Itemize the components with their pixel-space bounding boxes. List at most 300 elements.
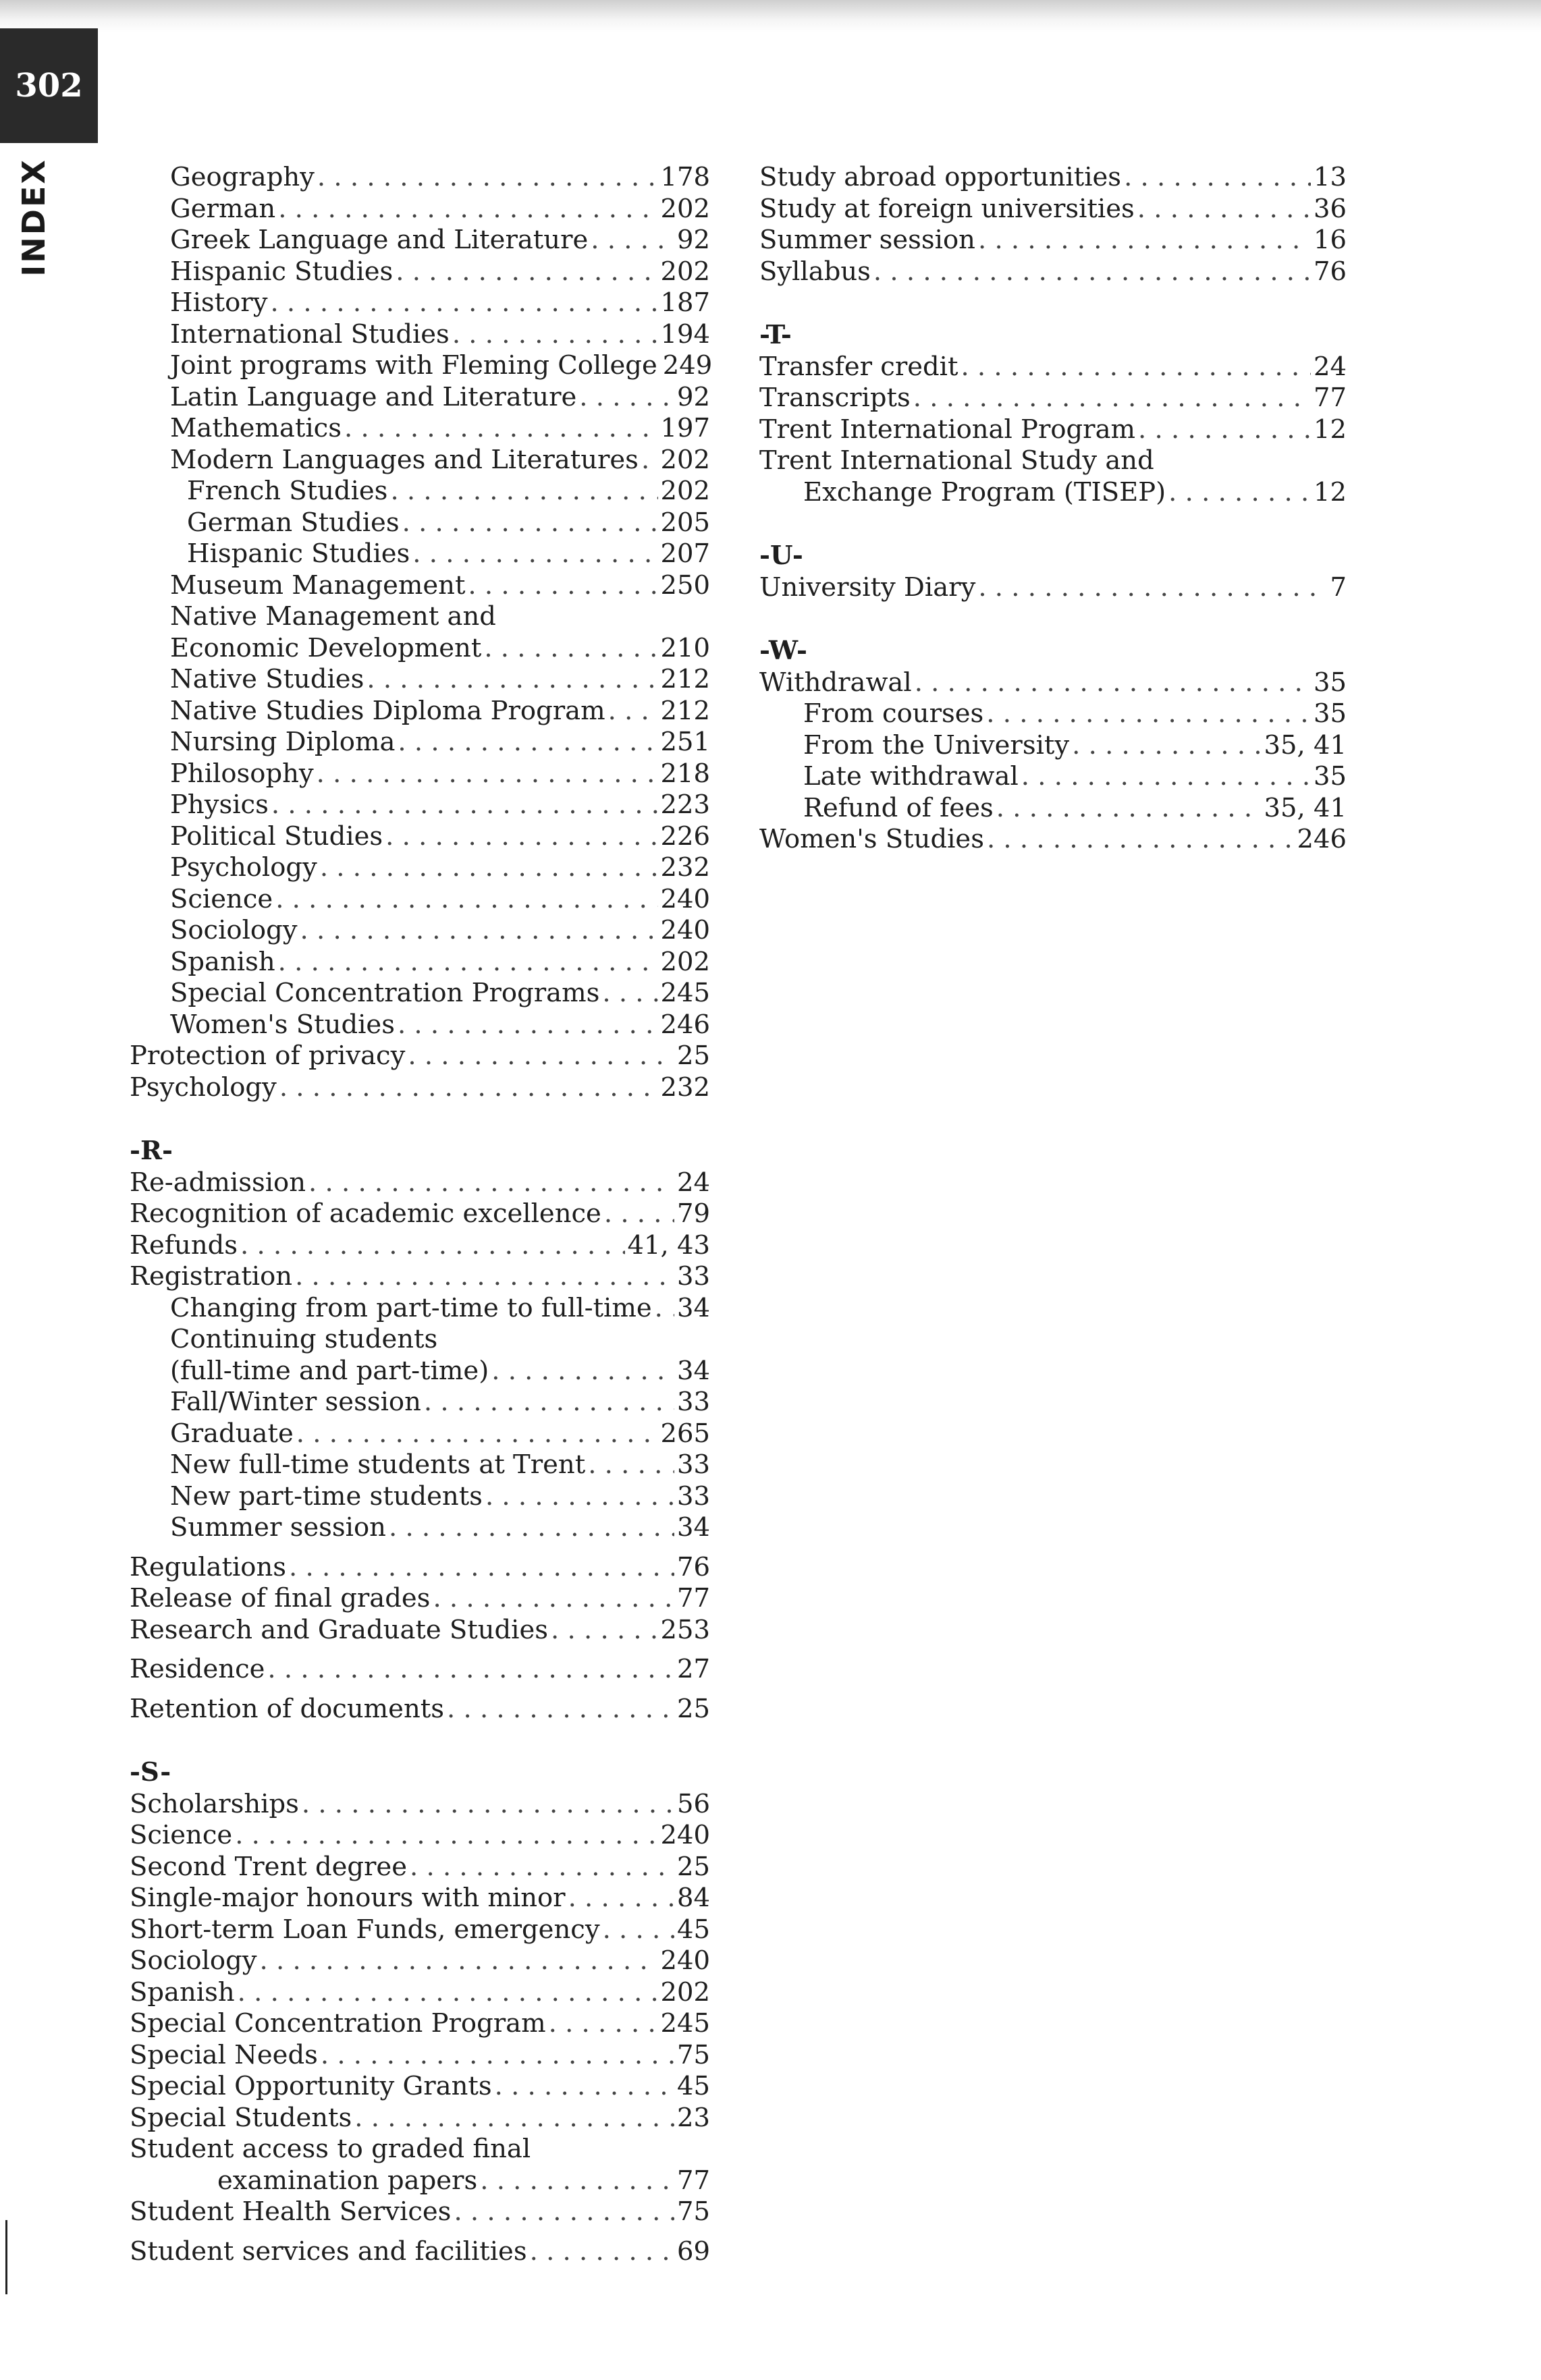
entry-page-ref: 7 — [1330, 572, 1347, 603]
dot-leader — [454, 2196, 674, 2228]
index-entry — [130, 1945, 710, 1977]
index-subentry — [130, 664, 710, 696]
entry-page-ref: 77 — [677, 1583, 710, 1613]
entry-page-ref: 35, 41 — [1264, 792, 1347, 823]
index-entry — [759, 194, 1347, 225]
entry-page-ref: 240 — [660, 915, 710, 945]
entry-page-ref: 265 — [660, 1418, 710, 1449]
index-entry — [130, 1883, 710, 1914]
entry-page-ref: 92 — [677, 381, 710, 412]
entry-term: Hispanic Studies — [170, 256, 394, 287]
entry-term: German — [170, 193, 276, 224]
entry-term: Psychology — [130, 1072, 277, 1103]
entry-term: Spanish — [170, 946, 275, 977]
index-entry — [130, 1552, 710, 1584]
index-entry — [759, 256, 1347, 288]
index-subentry — [130, 538, 710, 570]
entry-page-ref: 77 — [677, 2165, 710, 2196]
entry-page-ref: 187 — [660, 287, 710, 318]
entry-page-ref: 240 — [660, 883, 710, 914]
dot-leader — [915, 667, 1311, 699]
entry-term: Special Students — [130, 2102, 352, 2133]
entry-term: Scholarships — [130, 1788, 299, 1819]
index-subentry — [130, 1449, 710, 1481]
entry-page-ref: 226 — [660, 821, 710, 852]
entry-page-ref: 35, 41 — [1264, 729, 1347, 760]
dot-leader — [235, 1820, 657, 1852]
entry-term: German Studies — [187, 507, 400, 538]
dot-leader — [354, 2103, 674, 2134]
entry-page-ref: 232 — [660, 852, 710, 883]
entry-term: Philosophy — [170, 758, 314, 789]
entry-term: (full-time and part-time) — [170, 1355, 489, 1386]
index-subentry — [759, 698, 1347, 730]
dot-leader — [978, 572, 1327, 604]
dot-leader — [480, 2165, 674, 2197]
index-subentry — [130, 507, 710, 539]
index-subentry — [130, 978, 710, 1009]
index-subentry — [130, 1009, 710, 1041]
index-subentry — [759, 730, 1347, 762]
entry-term: Graduate — [170, 1418, 294, 1449]
index-subentry — [759, 761, 1347, 793]
dot-leader — [873, 256, 1311, 288]
index-entry — [759, 572, 1347, 604]
dot-leader — [260, 1945, 658, 1977]
index-subentry — [130, 350, 713, 382]
entry-term: Short-term Loan Funds, emergency — [130, 1914, 600, 1945]
dot-leader — [530, 2236, 674, 2268]
index-entry — [130, 1261, 710, 1293]
entry-term: Changing from part-time to full-time — [170, 1292, 652, 1323]
entry-term: Greek Language and Literature — [170, 225, 589, 255]
entry-page-ref: 245 — [660, 978, 710, 1008]
entry-page-ref: 34 — [677, 1292, 710, 1323]
entry-page-ref: 223 — [660, 790, 710, 820]
entry-term: Re-admission — [130, 1167, 306, 1198]
index-subentry — [130, 790, 710, 821]
section-spacer — [130, 1103, 710, 1136]
dot-leader — [986, 698, 1311, 730]
entry-term: History — [170, 287, 268, 318]
entry-term: Economic Development — [170, 632, 482, 663]
dot-leader — [279, 1072, 658, 1104]
entry-page-ref: 76 — [1314, 256, 1347, 287]
dot-leader — [495, 2071, 674, 2103]
entry-page-ref: 202 — [660, 193, 710, 224]
dot-leader — [433, 1583, 674, 1615]
dot-leader — [344, 413, 658, 445]
dot-leader — [1021, 761, 1311, 793]
index-subentry — [130, 758, 710, 790]
entry-page-ref: 202 — [660, 444, 710, 475]
entry-term: Geography — [170, 162, 315, 192]
dot-leader — [987, 824, 1295, 856]
index-subentry — [130, 884, 710, 916]
index-subentry — [130, 2165, 710, 2197]
dot-leader — [412, 538, 657, 570]
entry-term: From the University — [803, 729, 1070, 760]
dot-leader — [604, 1198, 674, 1230]
entry-term: Women's Studies — [759, 824, 984, 854]
index-entry — [759, 162, 1347, 194]
section-tab — [0, 150, 67, 285]
entry-term: Native Studies Diploma Program — [170, 695, 605, 726]
section-spacer — [130, 1686, 710, 1694]
index-entry-line: Student access to graded final — [130, 2134, 531, 2164]
index-entry — [130, 1694, 710, 1725]
entry-term: Mathematics — [170, 413, 342, 443]
entry-term: From courses — [803, 698, 984, 729]
index-entry — [130, 2040, 710, 2072]
index-letter-heading: -S- — [130, 1757, 171, 1788]
index-subentry — [759, 477, 1347, 509]
entry-term: Transcripts — [759, 383, 911, 413]
dot-leader — [491, 1356, 674, 1387]
dot-leader — [1072, 730, 1261, 762]
section-spacer — [759, 287, 1347, 320]
entry-page-ref: 253 — [660, 1614, 710, 1645]
entry-page-ref: 12 — [1314, 476, 1347, 507]
entry-page-ref: 41, 43 — [627, 1229, 710, 1261]
entry-page-ref: 33 — [677, 1449, 710, 1480]
dot-leader — [579, 382, 674, 414]
entry-term: Residence — [130, 1654, 265, 1684]
entry-page-ref: 202 — [660, 256, 710, 287]
dot-leader — [296, 1418, 658, 1450]
index-subentry — [130, 162, 710, 194]
entry-page-ref: 35 — [1314, 698, 1347, 729]
index-subentry — [130, 852, 710, 884]
entry-page-ref: 36 — [1314, 193, 1347, 224]
entry-term: Museum Management — [170, 570, 466, 601]
binding-edge-mark — [5, 2220, 7, 2294]
dot-leader — [389, 1512, 674, 1544]
index-entry — [130, 2008, 710, 2040]
entry-term: Spanish — [130, 1976, 235, 2008]
index-entry — [759, 824, 1347, 856]
entry-page-ref: 45 — [677, 1914, 710, 1945]
entry-page-ref: 194 — [660, 319, 710, 350]
entry-page-ref: 24 — [677, 1167, 710, 1198]
entry-term: Study abroad opportunities — [759, 162, 1122, 192]
dot-leader — [1137, 194, 1311, 225]
entry-term: Summer session — [170, 1512, 386, 1543]
entry-page-ref: 25 — [677, 1851, 710, 1882]
entry-page-ref: 12 — [1314, 414, 1347, 445]
entry-page-ref: 27 — [677, 1654, 710, 1684]
index-entry — [130, 1583, 710, 1615]
entry-page-ref: 33 — [677, 1480, 710, 1512]
entry-page-ref: 35 — [1314, 667, 1347, 698]
section-spacer — [130, 1544, 710, 1552]
entry-term: Transfer credit — [759, 351, 958, 382]
entry-term: International Studies — [170, 319, 450, 350]
entry-page-ref: 197 — [660, 413, 710, 443]
entry-term: Summer session — [759, 225, 975, 255]
dot-leader — [913, 383, 1311, 414]
index-entry — [130, 1041, 710, 1072]
index-entry — [759, 225, 1347, 256]
entry-page-ref: 249 — [662, 350, 713, 381]
index-subentry — [130, 382, 710, 414]
entry-term: examination papers — [217, 2165, 478, 2196]
entry-term: Protection of privacy — [130, 1041, 406, 1071]
entry-page-ref: 202 — [660, 1976, 710, 2008]
index-entry — [130, 1615, 710, 1646]
dot-leader — [321, 2040, 674, 2072]
dot-leader — [302, 1789, 674, 1821]
entry-page-ref: 69 — [677, 2236, 710, 2267]
entry-page-ref: 240 — [660, 1945, 710, 1976]
index-subentry — [130, 696, 710, 727]
entry-term: Psychology — [170, 852, 317, 883]
entry-term: Refunds — [130, 1229, 238, 1261]
index-entry-line: Trent International Study and — [759, 445, 1154, 476]
entry-term: Latin Language and Literature — [170, 381, 577, 412]
entry-page-ref: 33 — [677, 1387, 710, 1417]
page-number: 302 — [15, 67, 83, 105]
dot-leader — [608, 696, 658, 727]
entry-term: Release of final grades — [130, 1583, 431, 1613]
dot-leader — [641, 445, 658, 476]
entry-term: Exchange Program (TISEP) — [803, 476, 1166, 507]
entry-term: Fall/Winter session — [170, 1387, 421, 1417]
index-subentry — [130, 1512, 710, 1544]
entry-term: Special Concentration Program — [130, 2008, 546, 2039]
dot-leader — [551, 1615, 657, 1646]
dot-leader — [240, 1230, 625, 1262]
index-entry — [759, 667, 1347, 699]
dot-leader — [267, 1654, 674, 1686]
index-letter-heading: -R- — [130, 1136, 173, 1166]
index-subentry — [130, 570, 710, 602]
dot-leader — [289, 1552, 674, 1584]
section-spacer — [130, 2228, 710, 2236]
index-entry — [130, 1820, 710, 1852]
dot-leader — [410, 1852, 674, 1883]
entry-page-ref: 210 — [660, 632, 710, 663]
dot-leader — [1138, 414, 1311, 446]
entry-term: Hispanic Studies — [187, 538, 410, 569]
entry-term: Refund of fees — [803, 792, 994, 823]
section-spacer — [759, 603, 1347, 636]
entry-page-ref: 205 — [660, 507, 710, 538]
index-entry — [130, 1914, 710, 1946]
dot-leader — [402, 507, 658, 539]
index-entry — [130, 1230, 710, 1262]
scan-top-shadow — [0, 0, 1541, 32]
index-entry — [130, 1167, 710, 1199]
index-entry — [130, 1072, 710, 1104]
index-entry-line: Native Management and — [170, 601, 496, 632]
dot-leader — [655, 1293, 674, 1325]
entry-term: Sociology — [130, 1945, 257, 1976]
dot-leader — [1168, 477, 1311, 509]
entry-page-ref: 56 — [677, 1788, 710, 1819]
index-column-right — [759, 162, 1347, 856]
index-subentry — [130, 1481, 710, 1513]
entry-term: Single-major honours with minor — [130, 1883, 566, 1913]
dot-leader — [978, 225, 1311, 256]
index-entry — [130, 2196, 710, 2228]
dot-leader — [588, 1449, 674, 1481]
entry-page-ref: 232 — [660, 1072, 710, 1103]
entry-term: Native Studies — [170, 664, 364, 694]
entry-page-ref: 246 — [1297, 824, 1347, 854]
entry-page-ref: 92 — [677, 225, 710, 255]
dot-leader — [385, 821, 657, 853]
entry-term: Syllabus — [759, 256, 871, 287]
entry-page-ref: 178 — [660, 162, 710, 192]
dot-leader — [485, 1481, 674, 1513]
index-subentry — [130, 633, 710, 665]
entry-term: Withdrawal — [759, 667, 912, 698]
index-entry — [130, 1852, 710, 1883]
index-subentry — [130, 1418, 710, 1450]
entry-page-ref: 25 — [677, 1693, 710, 1724]
entry-page-ref: 245 — [660, 2008, 710, 2039]
index-subentry — [130, 915, 710, 947]
index-subentry — [130, 727, 710, 758]
dot-leader — [317, 162, 658, 194]
entry-page-ref: 212 — [660, 664, 710, 694]
entry-term: Political Studies — [170, 821, 383, 852]
index-subentry — [130, 256, 710, 288]
dot-leader — [300, 915, 658, 947]
index-subentry — [130, 287, 710, 319]
dot-leader — [308, 1167, 674, 1199]
dot-leader — [278, 194, 657, 225]
entry-page-ref: 75 — [677, 2196, 710, 2227]
section-spacer — [130, 1725, 710, 1757]
page-number-tab — [0, 28, 98, 143]
entry-term: Joint programs with Fleming College — [170, 350, 657, 381]
dot-leader — [996, 793, 1262, 825]
index-entry — [759, 383, 1347, 414]
entry-term: Research and Graduate Studies — [130, 1614, 549, 1645]
dot-leader — [424, 1387, 674, 1418]
dot-leader — [270, 287, 657, 319]
entry-term: Student services and facilities — [130, 2236, 527, 2267]
entry-term: University Diary — [759, 572, 976, 603]
entry-page-ref: 33 — [677, 1261, 710, 1292]
entry-term: Special Needs — [130, 2039, 318, 2070]
dot-leader — [568, 1883, 674, 1914]
entry-term: Second Trent degree — [130, 1851, 407, 1882]
index-subentry — [130, 413, 710, 445]
index-subentry — [130, 225, 710, 256]
entry-page-ref: 34 — [677, 1355, 710, 1386]
section-spacer — [130, 1646, 710, 1654]
entry-page-ref: 75 — [677, 2039, 710, 2070]
index-subentry — [130, 947, 710, 978]
dot-leader — [367, 664, 657, 696]
dot-leader — [484, 633, 657, 665]
index-letter-heading: -W- — [759, 636, 807, 666]
entry-page-ref: 250 — [660, 570, 710, 601]
dot-leader — [390, 476, 657, 507]
entry-page-ref: 16 — [1314, 225, 1347, 255]
entry-term: Science — [170, 883, 273, 914]
dot-leader — [452, 319, 658, 351]
section-spacer — [759, 508, 1347, 541]
index-subentry — [130, 319, 710, 351]
index-subentry — [130, 445, 710, 476]
dot-leader — [603, 1914, 674, 1946]
entry-page-ref: 212 — [660, 695, 710, 726]
entry-term: Registration — [130, 1261, 293, 1292]
index-entry — [130, 2236, 710, 2268]
dot-leader — [396, 256, 657, 288]
entry-term: Science — [130, 1820, 233, 1850]
entry-page-ref: 202 — [660, 476, 710, 506]
index-subentry — [130, 1293, 710, 1325]
entry-page-ref: 251 — [660, 727, 710, 757]
dot-leader — [271, 790, 658, 821]
index-letter-heading: -T- — [759, 320, 792, 350]
dot-leader — [447, 1694, 674, 1725]
entry-page-ref: 76 — [677, 1551, 710, 1582]
entry-page-ref: 13 — [1314, 162, 1347, 192]
entry-page-ref: 218 — [660, 758, 710, 789]
index-entry — [130, 1977, 710, 2009]
entry-term: New full-time students at Trent — [170, 1449, 586, 1480]
dot-leader — [549, 2008, 658, 2040]
dot-leader — [238, 1977, 658, 2009]
entry-page-ref: 34 — [677, 1512, 710, 1543]
index-column-left — [130, 162, 713, 2267]
section-label: INDEX — [16, 158, 52, 277]
dot-leader — [295, 1261, 674, 1293]
index-entry — [130, 2071, 710, 2103]
entry-term: Nursing Diploma — [170, 727, 396, 757]
entry-term: French Studies — [187, 476, 388, 506]
index-subentry — [130, 1387, 710, 1418]
index-entry-line: Continuing students — [170, 1324, 438, 1354]
dot-leader — [408, 1041, 674, 1072]
dot-leader — [278, 947, 658, 978]
entry-term: Special Concentration Programs — [170, 978, 600, 1008]
entry-term: Special Opportunity Grants — [130, 2071, 492, 2101]
dot-leader — [317, 758, 658, 790]
index-subentry — [130, 821, 710, 853]
dot-leader — [602, 978, 657, 1009]
dot-leader — [275, 884, 657, 916]
dot-leader — [468, 570, 657, 602]
entry-page-ref: 24 — [1314, 351, 1347, 382]
index-subentry — [130, 194, 710, 225]
dot-leader — [961, 352, 1311, 383]
entry-page-ref: 35 — [1314, 761, 1347, 792]
entry-page-ref: 240 — [660, 1820, 710, 1850]
entry-page-ref: 207 — [660, 538, 710, 569]
entry-term: Modern Languages and Literatures — [170, 444, 639, 475]
dot-leader — [1124, 162, 1311, 194]
entry-term: Trent International Program — [759, 414, 1136, 445]
entry-term: Women's Studies — [170, 1009, 395, 1040]
entry-term: Retention of documents — [130, 1693, 444, 1724]
index-entry — [130, 1789, 710, 1821]
entry-page-ref: 246 — [660, 1009, 710, 1040]
entry-term: Physics — [170, 790, 269, 820]
dot-leader — [320, 852, 658, 884]
entry-page-ref: 45 — [677, 2071, 710, 2101]
index-subentry — [130, 1356, 710, 1387]
index-entry — [130, 1654, 710, 1686]
index-entry — [759, 414, 1347, 446]
dot-leader — [591, 225, 674, 256]
